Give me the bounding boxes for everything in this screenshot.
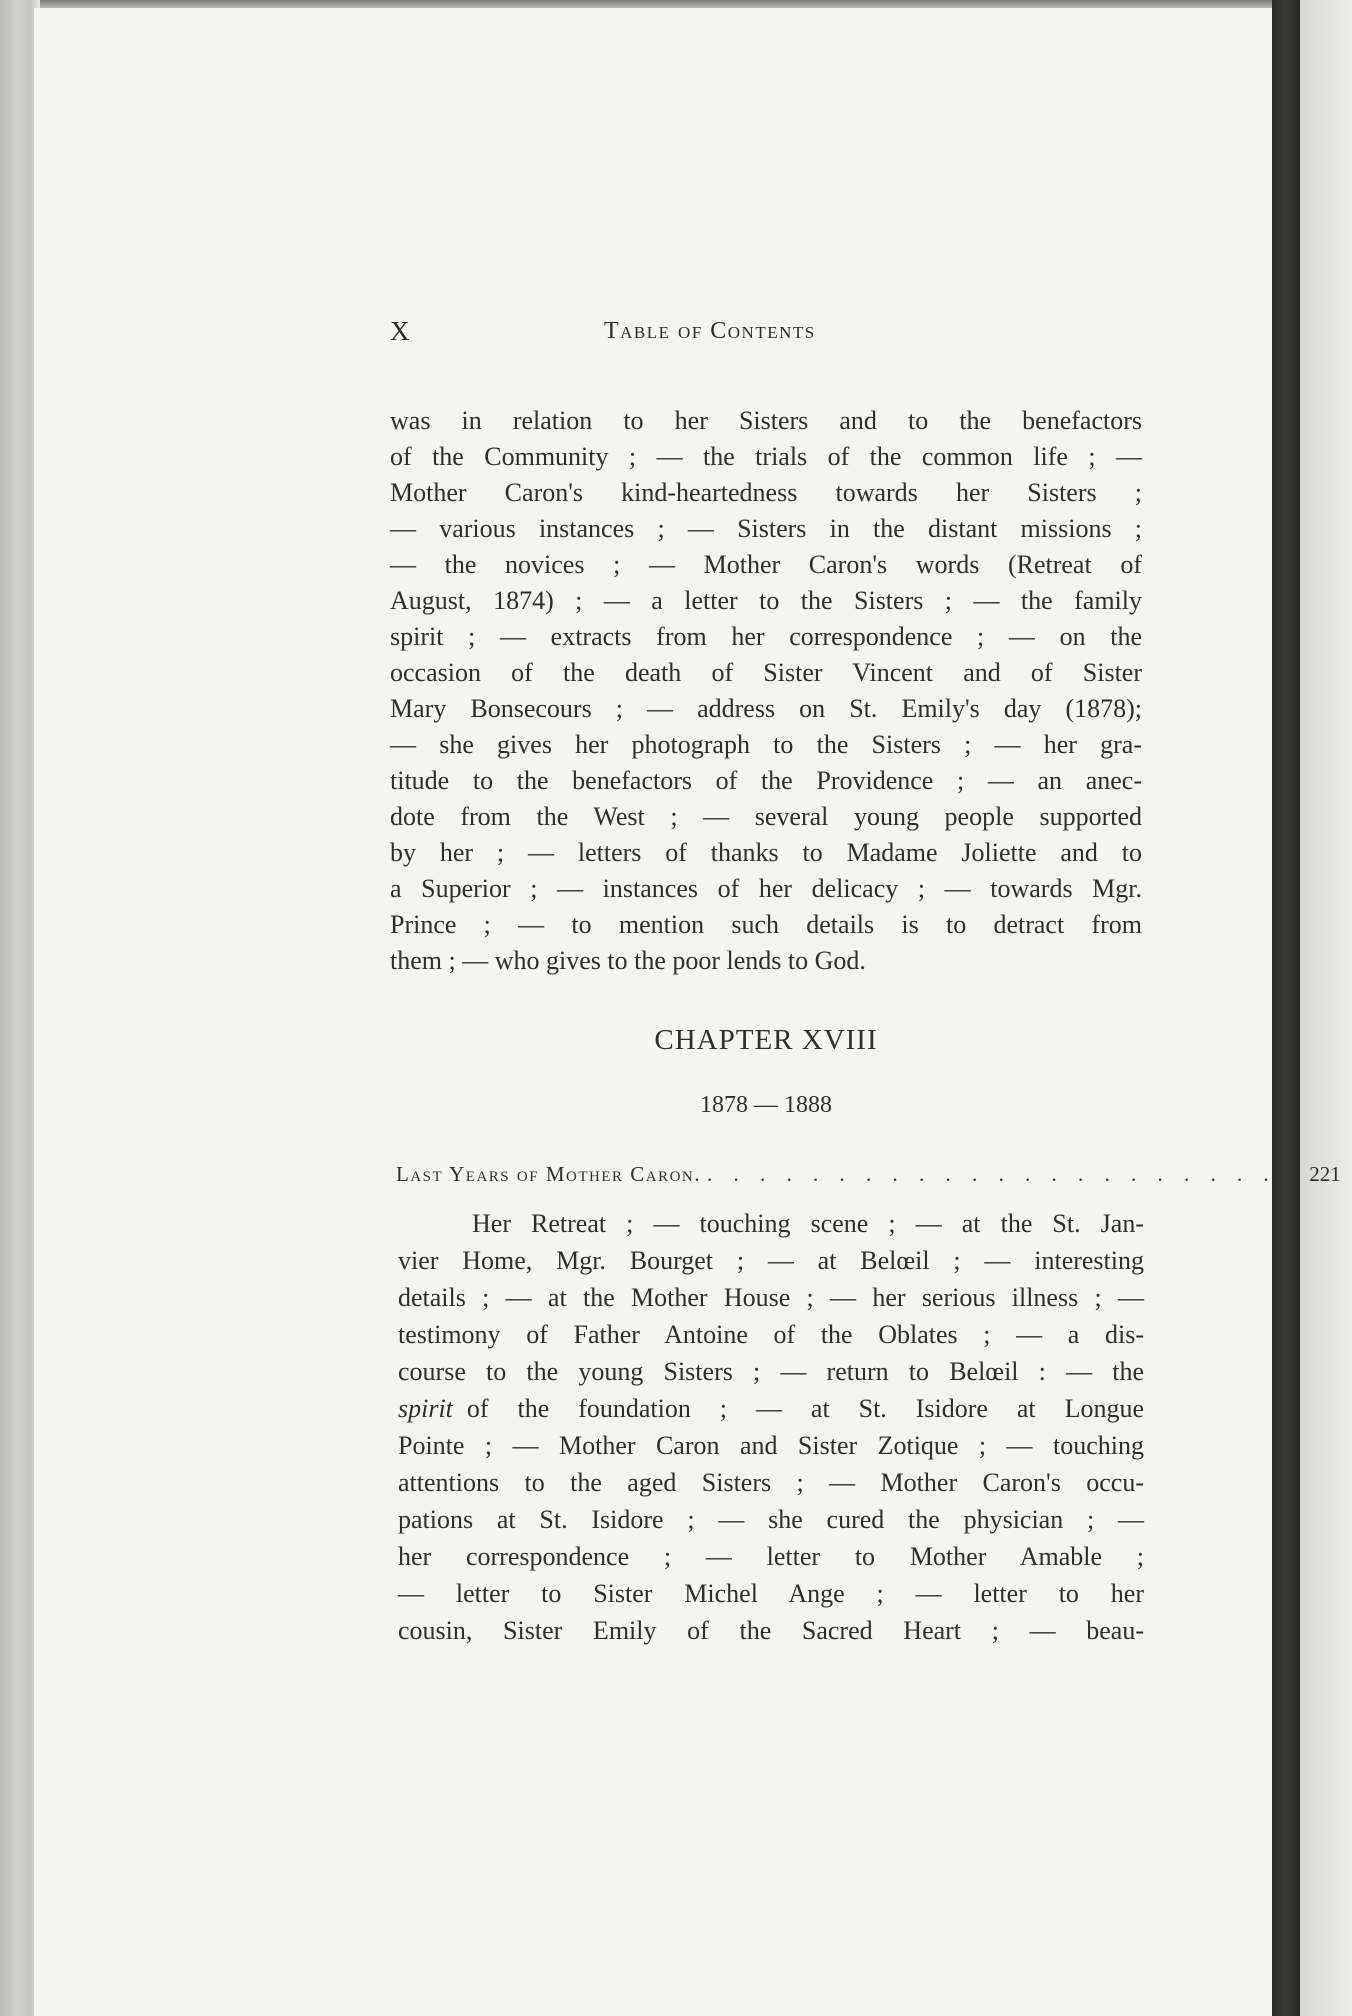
chapter-heading: CHAPTER XVIII [654,1024,878,1056]
toc-dot-leader: . . . . . . . . . . . . . . . . . . . . . . . [707,1162,1304,1186]
text-line: titude to the benefactors of the Providence ; — an anec- [390,766,1142,795]
italic-word: spirit [398,1394,453,1423]
text-line: them ; — who gives to the poor lends to God. [390,946,866,975]
text-line: — various instances ; — Sisters in the distant missions ; [390,514,1142,543]
text-line: pations at St. Isidore ; — she cured the physician ; — [398,1505,1144,1534]
adjacent-page-edge [1300,0,1352,2016]
toc-page-number: 221 [1309,1162,1341,1186]
book-spine-shadow [1272,0,1300,2016]
text-line: — the novices ; — Mother Caron's words (Retreat of [390,550,1142,579]
text-line: a Superior ; — instances of her delicacy ; — towards Mgr. [390,874,1142,903]
toc-entry-title: Last Years of Mother Caron. [396,1162,701,1186]
text-line: Her Retreat ; — touching scene ; — at the St. Jan- [472,1209,1144,1238]
text-line: attentions to the aged Sisters ; — Mother Caron's occu- [398,1468,1144,1497]
text-line: spirit ; — extracts from her correspondence ; — on the [390,622,1142,651]
text-line: vier Home, Mgr. Bourget ; — at Belœil ; — interesting [398,1246,1144,1275]
text-line: dote from the West ; — several young people supported [390,802,1142,831]
text-line: by her ; — letters of thanks to Madame Joliette and to [390,838,1142,867]
text-line [398,1391,1144,1427]
toc-entry [396,1162,1341,1192]
text-line: Mother Caron's kind-heartedness towards her Sisters ; [390,478,1142,507]
text-line: testimony of Father Antoine of the Oblates ; — a dis- [398,1320,1144,1349]
page-folio: X [390,316,411,346]
book-page [34,8,1272,2016]
text-line: Pointe ; — Mother Caron and Sister Zotique ; — touching [398,1431,1144,1460]
text-line: details ; — at the Mother House ; — her serious illness ; — [398,1283,1144,1312]
text-line-remainder: of the foundation ; — at St. Isidore at Longue [466,1394,1144,1423]
text-line: her correspondence ; — letter to Mother Amable ; [398,1542,1144,1571]
chapter-years: 1878 — 1888 [700,1092,832,1118]
text-line: of the Community ; — the trials of the common life ; — [390,442,1142,471]
text-line: cousin, Sister Emily of the Sacred Heart ; — beau- [398,1616,1144,1645]
text-line: — she gives her photograph to the Sisters ; — her gra- [390,730,1142,759]
text-line: Prince ; — to mention such details is to detract from [390,910,1142,939]
text-line: — letter to Sister Michel Ange ; — letter to her [398,1579,1144,1608]
text-line: occasion of the death of Sister Vincent and of Sister [390,658,1142,687]
running-head-title: Table of Contents [604,318,816,344]
text-line: August, 1874) ; — a letter to the Sisters ; — the family [390,586,1142,615]
text-line: course to the young Sisters ; — return to Belœil : — the [398,1357,1144,1386]
text-line: was in relation to her Sisters and to the benefactors [390,406,1142,435]
running-head [390,316,1150,356]
text-line: Mary Bonsecours ; — address on St. Emily's day (1878); [390,694,1142,723]
